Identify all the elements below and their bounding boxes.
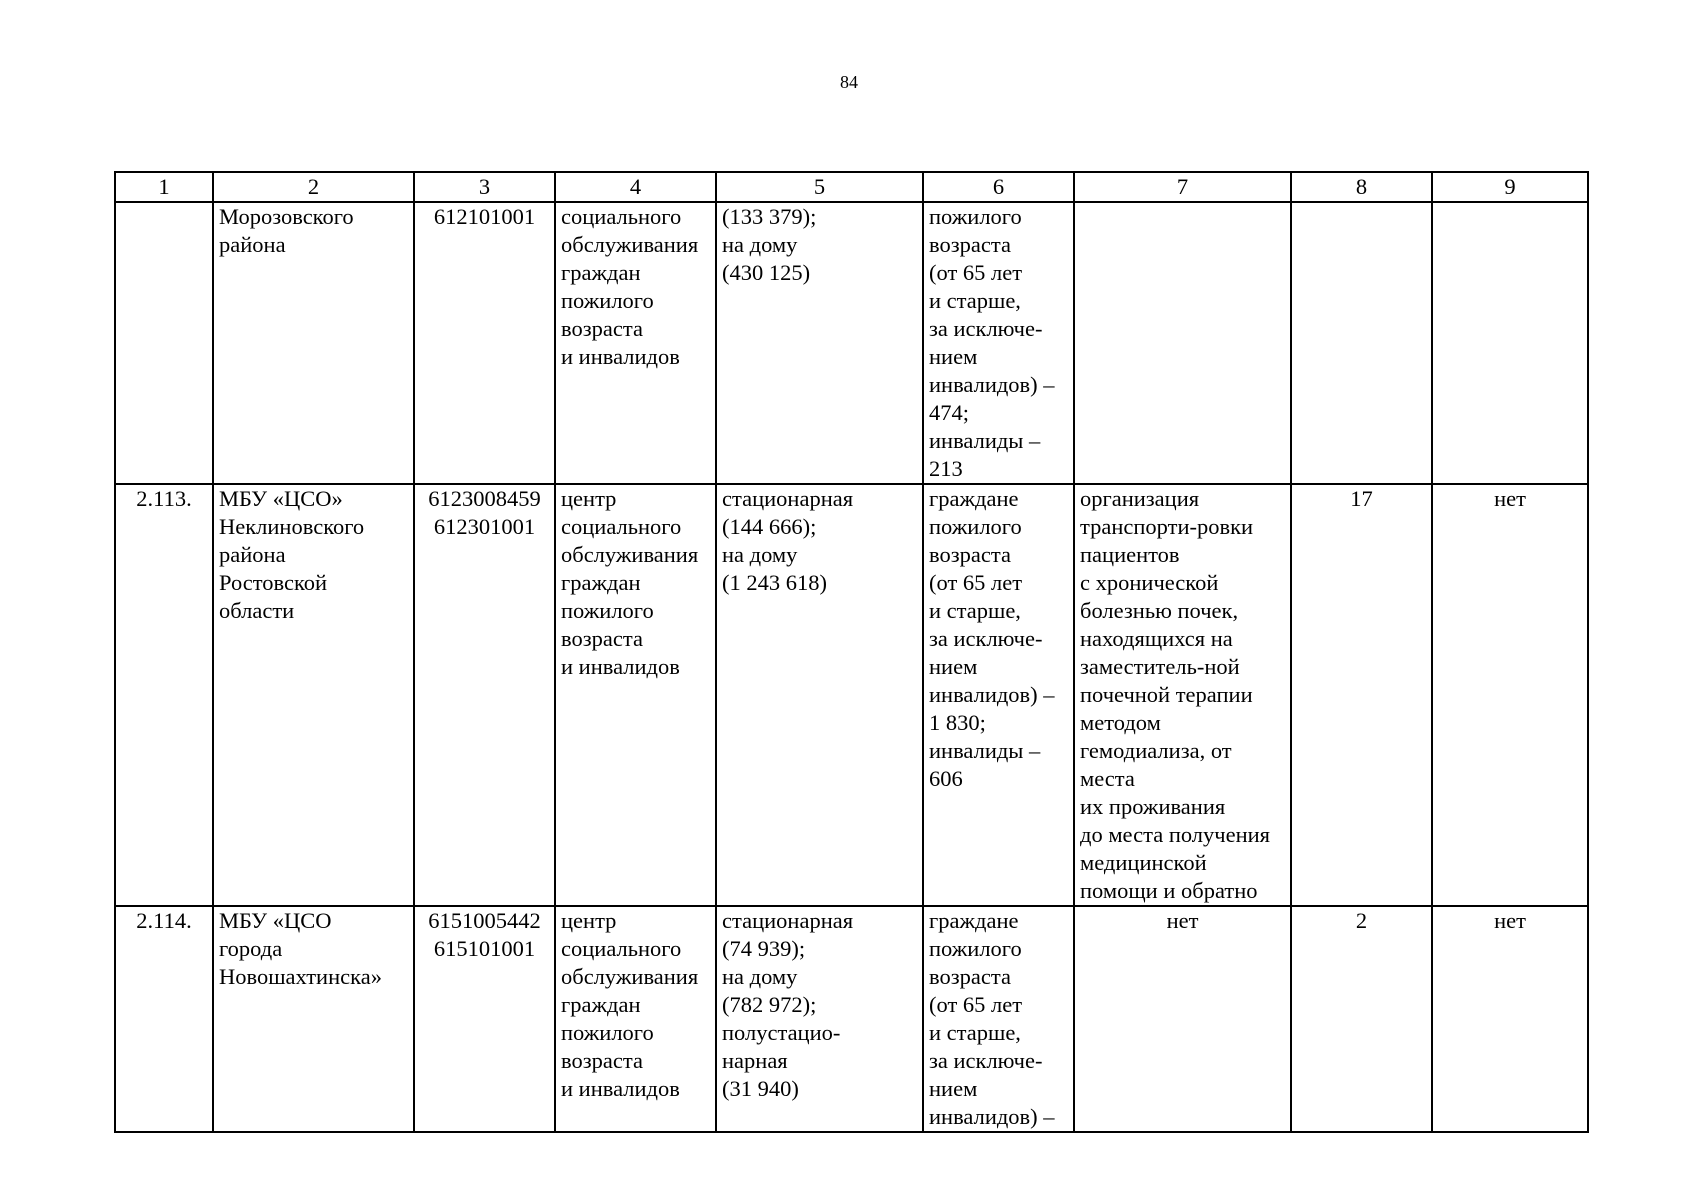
header-col-7: 7: [1074, 172, 1291, 202]
cell-line: инвалидов) –: [929, 682, 1055, 707]
cell-line: района: [219, 232, 286, 257]
cell-line: места: [1080, 766, 1135, 791]
cell-line: помощи и обратно: [1080, 878, 1258, 903]
cell-line: (31 940): [722, 1076, 799, 1101]
service-forms: [716, 906, 923, 1132]
institution-name: [213, 202, 414, 484]
cell-line: болезнью почек,: [1080, 598, 1239, 623]
cell-line: за исключе-: [929, 316, 1043, 341]
cell-line: МБУ «ЦСО»: [219, 486, 343, 511]
cell-line: до места получения: [1080, 822, 1271, 847]
cell-line: нием: [929, 1076, 978, 1101]
cell-line: заместитель-ной: [1080, 654, 1240, 679]
cell-line: и инвалидов: [561, 654, 680, 679]
cell-line: Морозовского: [219, 204, 354, 229]
cell-line: обслуживания: [561, 542, 699, 567]
cell-line: социального: [561, 514, 682, 539]
institution-type: [555, 202, 716, 484]
header-row: [115, 172, 1588, 202]
cell-line: Новошахтинска»: [219, 964, 382, 989]
cell-line: Неклиновского: [219, 514, 365, 539]
recipients: [923, 906, 1074, 1132]
cell-line: пожилого: [929, 514, 1022, 539]
cell-line: с хронической: [1080, 570, 1219, 595]
cell-line: 1 830;: [929, 710, 986, 735]
recipients: [923, 484, 1074, 906]
header-col-2: 2: [213, 172, 414, 202]
cell-line: граждане: [929, 908, 1019, 933]
cell-line: возраста: [929, 542, 1011, 567]
cell-line: гемодиализа, от: [1080, 738, 1232, 763]
cell-line: (133 379);: [722, 204, 817, 229]
cell-line: нарная: [722, 1048, 788, 1073]
count-value: 2: [1291, 906, 1432, 1132]
cell-line: инвалидов) –: [929, 372, 1055, 397]
header-col-5: 5: [716, 172, 923, 202]
cell-line: возраста: [561, 316, 643, 341]
cell-line: стационарная: [722, 486, 854, 511]
cell-line: и инвалидов: [561, 344, 680, 369]
cell-line: пожилого: [561, 598, 654, 623]
institution-codes: [414, 484, 555, 906]
cell-line: медицинской: [1080, 850, 1207, 875]
cell-line: (144 666);: [722, 514, 817, 539]
additional-services: нет: [1074, 906, 1291, 1132]
cell-line: за исключе-: [929, 626, 1043, 651]
cell-line: нием: [929, 344, 978, 369]
cell-line: (1 243 618): [722, 570, 827, 595]
institution-type: [555, 906, 716, 1132]
cell-line: стационарная: [722, 908, 854, 933]
cell-line: (430 125): [722, 260, 811, 285]
cell-line: обслуживания: [561, 232, 699, 257]
institution-name: [213, 484, 414, 906]
cell-line: и старше,: [929, 1020, 1021, 1045]
cell-line: на дому: [722, 964, 798, 989]
cell-line: и старше,: [929, 598, 1021, 623]
cell-line: области: [219, 598, 295, 623]
cell-line: пожилого: [929, 204, 1022, 229]
cell-line: инвалиды –: [929, 428, 1041, 453]
additional-services: [1074, 484, 1291, 906]
service-forms: [716, 484, 923, 906]
cell-line: возраста: [929, 964, 1011, 989]
cell-line: и инвалидов: [561, 1076, 680, 1101]
cell-line: инвалиды –: [929, 738, 1041, 763]
service-forms: [716, 202, 923, 484]
header-col-1: 1: [115, 172, 213, 202]
page-number: 84: [840, 72, 858, 92]
cell-line: 612101001: [433, 204, 536, 229]
cell-line: на дому: [722, 232, 798, 257]
institution-name: [213, 906, 414, 1132]
cell-line: на дому: [722, 542, 798, 567]
cell-line: пациентов: [1080, 542, 1180, 567]
row-number: 2.113.: [115, 484, 213, 906]
row-number: 2.114.: [115, 906, 213, 1132]
cell-line: граждан: [561, 992, 641, 1017]
table-row: [115, 202, 1588, 484]
extra-value: нет: [1432, 906, 1588, 1132]
cell-line: (74 939);: [722, 936, 806, 961]
recipients: [923, 202, 1074, 484]
cell-line: транспорти-ровки: [1080, 514, 1254, 539]
header-col-6: 6: [923, 172, 1074, 202]
cell-line: пожилого: [561, 288, 654, 313]
extra-value: [1432, 202, 1588, 484]
cell-line: возраста: [561, 626, 643, 651]
cell-line: района: [219, 542, 286, 567]
cell-line: почечной терапии: [1080, 682, 1253, 707]
cell-line: и старше,: [929, 288, 1021, 313]
count-value: [1291, 202, 1432, 484]
count-value: 17: [1291, 484, 1432, 906]
cell-line: возраста: [561, 1048, 643, 1073]
cell-line: инвалидов) –: [929, 1104, 1055, 1129]
header-col-4: 4: [555, 172, 716, 202]
institution-type: [555, 484, 716, 906]
institution-codes: [414, 202, 555, 484]
header-col-8: 8: [1291, 172, 1432, 202]
cell-line: полустацио-: [722, 1020, 841, 1045]
cell-line: 6151005442: [428, 908, 541, 933]
cell-line: пожилого: [929, 936, 1022, 961]
cell-line: обслуживания: [561, 964, 699, 989]
cell-line: нием: [929, 654, 978, 679]
cell-line: 606: [929, 766, 963, 791]
cell-line: пожилого: [561, 1020, 654, 1045]
institution-codes: [414, 906, 555, 1132]
cell-line: центр: [561, 908, 617, 933]
cell-line: (от 65 лет: [929, 260, 1023, 285]
cell-line: граждан: [561, 570, 641, 595]
cell-line: 213: [929, 456, 963, 481]
cell-line: 6123008459: [428, 486, 541, 511]
cell-line: 474;: [929, 400, 970, 425]
cell-line: МБУ «ЦСО: [219, 908, 332, 933]
cell-line: их проживания: [1080, 794, 1226, 819]
cell-line: граждан: [561, 260, 641, 285]
additional-services: [1074, 202, 1291, 484]
cell-line: (782 972);: [722, 992, 817, 1017]
cell-line: города: [219, 936, 283, 961]
cell-line: социального: [561, 204, 682, 229]
cell-line: находящихся на: [1080, 626, 1233, 651]
cell-line: возраста: [929, 232, 1011, 257]
header-col-9: 9: [1432, 172, 1588, 202]
extra-value: нет: [1432, 484, 1588, 906]
table-row: [115, 484, 1588, 906]
cell-line: центр: [561, 486, 617, 511]
row-number: [115, 202, 213, 484]
cell-line: за исключе-: [929, 1048, 1043, 1073]
cell-line: 612301001: [433, 514, 536, 539]
cell-line: граждане: [929, 486, 1019, 511]
institutions-table: [114, 171, 1589, 1133]
header-col-3: 3: [414, 172, 555, 202]
cell-line: (от 65 лет: [929, 570, 1023, 595]
cell-line: Ростовской: [219, 570, 328, 595]
cell-line: 615101001: [433, 936, 536, 961]
cell-line: социального: [561, 936, 682, 961]
table-row: [115, 906, 1588, 1132]
cell-line: организация: [1080, 486, 1200, 511]
cell-line: (от 65 лет: [929, 992, 1023, 1017]
cell-line: методом: [1080, 710, 1161, 735]
